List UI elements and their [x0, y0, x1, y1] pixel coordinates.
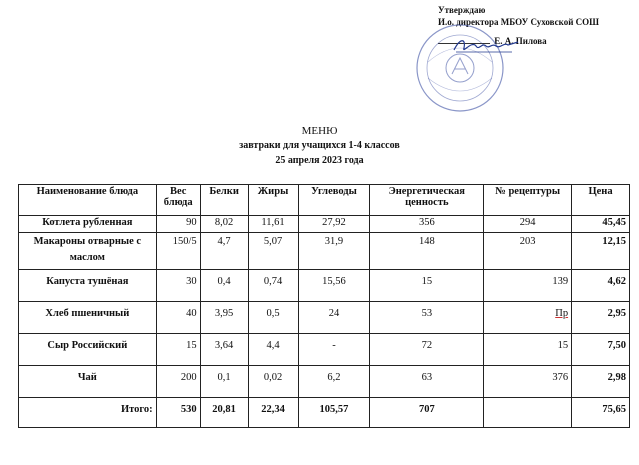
- dish-weight: 30: [156, 270, 200, 302]
- dish-recipe: 203: [484, 233, 572, 270]
- menu-table: [18, 184, 630, 428]
- approval-name: Е. А. Пилова: [494, 36, 547, 46]
- dish-energy: 72: [370, 334, 484, 366]
- dish-energy: 63: [370, 366, 484, 398]
- dish-recipe: 294: [484, 216, 572, 233]
- table-row: [19, 302, 630, 334]
- dish-recipe: [484, 302, 572, 334]
- dish-recipe: 139: [484, 270, 572, 302]
- table-header-row: [19, 185, 630, 216]
- dish-name: Сыр Российский: [19, 334, 157, 366]
- dish-weight: 90: [156, 216, 200, 233]
- dish-fats: 0,74: [248, 270, 298, 302]
- dish-fats: 0,02: [248, 366, 298, 398]
- col-header-recipe: № рецептуры: [484, 185, 572, 216]
- total-price: 75,65: [572, 398, 630, 428]
- dish-carbs: 27,92: [298, 216, 370, 233]
- col-header-carbs: Углеводы: [298, 185, 370, 216]
- dish-fats: 11,61: [248, 216, 298, 233]
- dish-carbs: 31,9: [298, 233, 370, 270]
- dish-name: Капуста тушёная: [19, 270, 157, 302]
- dish-carbs: 6,2: [298, 366, 370, 398]
- dish-price: 2,95: [572, 302, 630, 334]
- menu-title: МЕНЮ: [301, 125, 338, 137]
- table-row: [19, 233, 630, 270]
- dish-recipe: 376: [484, 366, 572, 398]
- menu-subtitle: завтраки для учащихся 1-4 классов: [239, 140, 400, 151]
- dish-energy: 356: [370, 216, 484, 233]
- col-header-price: Цена: [572, 185, 630, 216]
- table-row: [19, 216, 630, 233]
- dish-energy: 148: [370, 233, 484, 270]
- dish-energy: 15: [370, 270, 484, 302]
- col-header-proteins: Белки: [200, 185, 248, 216]
- dish-price: 4,62: [572, 270, 630, 302]
- dish-proteins: 8,02: [200, 216, 248, 233]
- total-proteins: 20,81: [200, 398, 248, 428]
- dish-price: 2,98: [572, 366, 630, 398]
- dish-fats: 0,5: [248, 302, 298, 334]
- dish-name: Котлета рубленная: [19, 216, 157, 233]
- total-weight: 530: [156, 398, 200, 428]
- col-header-fats: Жиры: [248, 185, 298, 216]
- dish-carbs: 15,56: [298, 270, 370, 302]
- dish-price: 45,45: [572, 216, 630, 233]
- dish-proteins: 3,95: [200, 302, 248, 334]
- dish-weight: 40: [156, 302, 200, 334]
- col-header-weight: Вес блюда: [156, 185, 200, 216]
- dish-weight: 15: [156, 334, 200, 366]
- table-row: [19, 270, 630, 302]
- dish-price: 7,50: [572, 334, 630, 366]
- approval-title: Утверждаю: [438, 5, 486, 15]
- total-fats: 22,34: [248, 398, 298, 428]
- dish-weight: 150/5: [156, 233, 200, 270]
- signature-icon: [452, 34, 522, 56]
- dish-proteins: 4,7: [200, 233, 248, 270]
- dish-proteins: 0,4: [200, 270, 248, 302]
- dish-carbs: 24: [298, 302, 370, 334]
- dish-proteins: 0,1: [200, 366, 248, 398]
- dish-name: Хлеб пшеничный: [19, 302, 157, 334]
- dish-carbs: -: [298, 334, 370, 366]
- approval-position: И.о. директора МБОУ Суховской СОШ: [438, 17, 600, 27]
- table-total-row: [19, 398, 630, 428]
- dish-energy: 53: [370, 302, 484, 334]
- dish-weight: 200: [156, 366, 200, 398]
- total-energy: 707: [370, 398, 484, 428]
- dish-recipe: 15: [484, 334, 572, 366]
- dish-proteins: 3,64: [200, 334, 248, 366]
- table-row: [19, 334, 630, 366]
- col-header-name: Наименование блюда: [19, 185, 157, 216]
- dish-fats: 5,07: [248, 233, 298, 270]
- dish-price: 12,15: [572, 233, 630, 270]
- table-row: [19, 366, 630, 398]
- total-carbs: 105,57: [298, 398, 370, 428]
- menu-date: 25 апреля 2023 года: [275, 155, 364, 166]
- col-header-energy: Энергетическая ценность: [370, 185, 484, 216]
- dish-fats: 4,4: [248, 334, 298, 366]
- dish-recipe-text: Пр: [555, 308, 569, 319]
- dish-name: Чай: [19, 366, 157, 398]
- dish-name: Макароны отварные с маслом: [19, 233, 157, 270]
- total-label: Итого:: [19, 398, 157, 428]
- total-recipe: [484, 398, 572, 428]
